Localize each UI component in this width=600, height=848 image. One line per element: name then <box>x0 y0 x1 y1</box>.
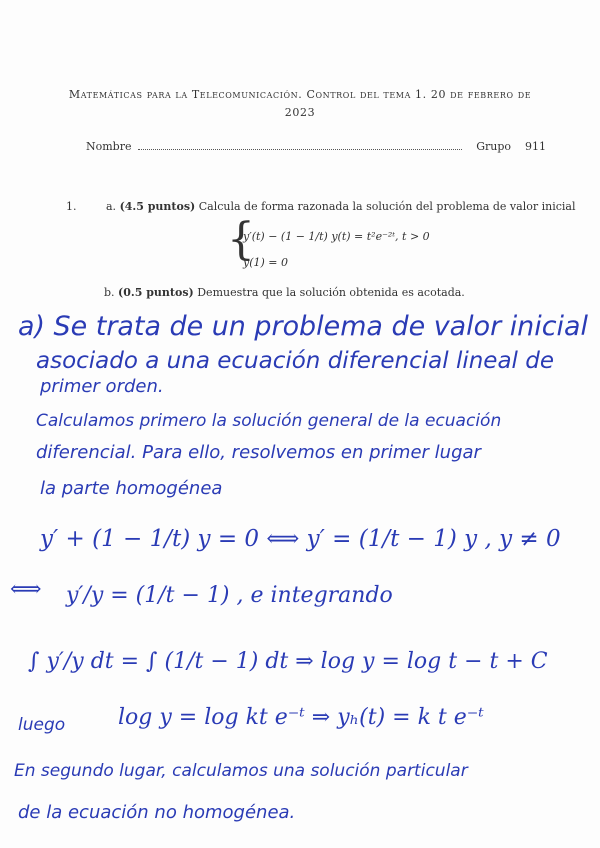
name-row <box>86 140 546 153</box>
hw-line-8: de la ecuación no homogénea. <box>18 802 296 823</box>
grupo-value: 911 <box>525 140 546 153</box>
exam-title-line1: Matemáticas para la Telecomunicación. Control del tema 1. 20 de febrero de <box>68 88 532 101</box>
hw-line-7: En segundo lugar, calculamos una solución particular <box>14 761 468 781</box>
part-a-points: (4.5 puntos) <box>119 200 196 213</box>
part-a-statement <box>106 200 575 213</box>
system-brace: { <box>227 214 255 265</box>
name-label: Nombre <box>86 140 132 153</box>
hw-line-3: primer orden. <box>40 376 164 397</box>
handwriting-canvas <box>0 300 600 848</box>
hw-line-2: asociado a una ecuación diferencial lineal de <box>36 348 554 374</box>
hw-line-1: a) Se trata de un problema de valor inicial <box>18 311 589 342</box>
initial-condition: y(1) = 0 <box>243 256 289 269</box>
hw-math-4-label: luego <box>18 715 66 735</box>
part-b-text: Demuestra que la solución obtenida es acotada. <box>197 286 465 299</box>
part-b-points: (0.5 puntos) <box>118 286 194 299</box>
hw-math-1: y′ + (1 − 1/t) y = 0 ⟺ y′ = (1/t − 1) y , y ≠ 0 <box>40 526 561 552</box>
hw-math-4: log y = log kt e⁻ᵗ ⇒ yₕ(t) = k t e⁻ᵗ <box>118 705 484 730</box>
part-b-statement <box>104 286 465 299</box>
name-dotted-line <box>138 148 463 150</box>
hw-line-5: diferencial. Para ello, resolvemos en primer lugar <box>36 442 481 463</box>
problem-number: 1. <box>66 200 77 213</box>
part-a-label: a. <box>106 200 117 213</box>
hw-math-2-equiv: ⟺ <box>10 577 42 602</box>
grupo-label: Grupo <box>476 140 511 153</box>
handwritten-solution <box>0 300 600 848</box>
exam-header <box>50 86 550 122</box>
ode-equation: y′(t) − (1 − 1/t) y(t) = t²e⁻²ᵗ, t > 0 <box>243 230 430 243</box>
hw-math-2: y′/y = (1/t − 1) , e integrando <box>66 583 393 608</box>
hw-line-6: la parte homogénea <box>40 478 223 499</box>
part-b-label: b. <box>104 286 115 299</box>
exam-title-line2: 2023 <box>284 106 316 119</box>
hw-line-4: Calculamos primero la solución general de la ecuación <box>36 411 502 431</box>
part-a-text: Calcula de forma razonada la solución del problema de valor inicial <box>198 200 576 213</box>
hw-math-3: ∫ y′/y dt = ∫ (1/t − 1) dt ⇒ log y = log t − t + C <box>28 649 548 674</box>
